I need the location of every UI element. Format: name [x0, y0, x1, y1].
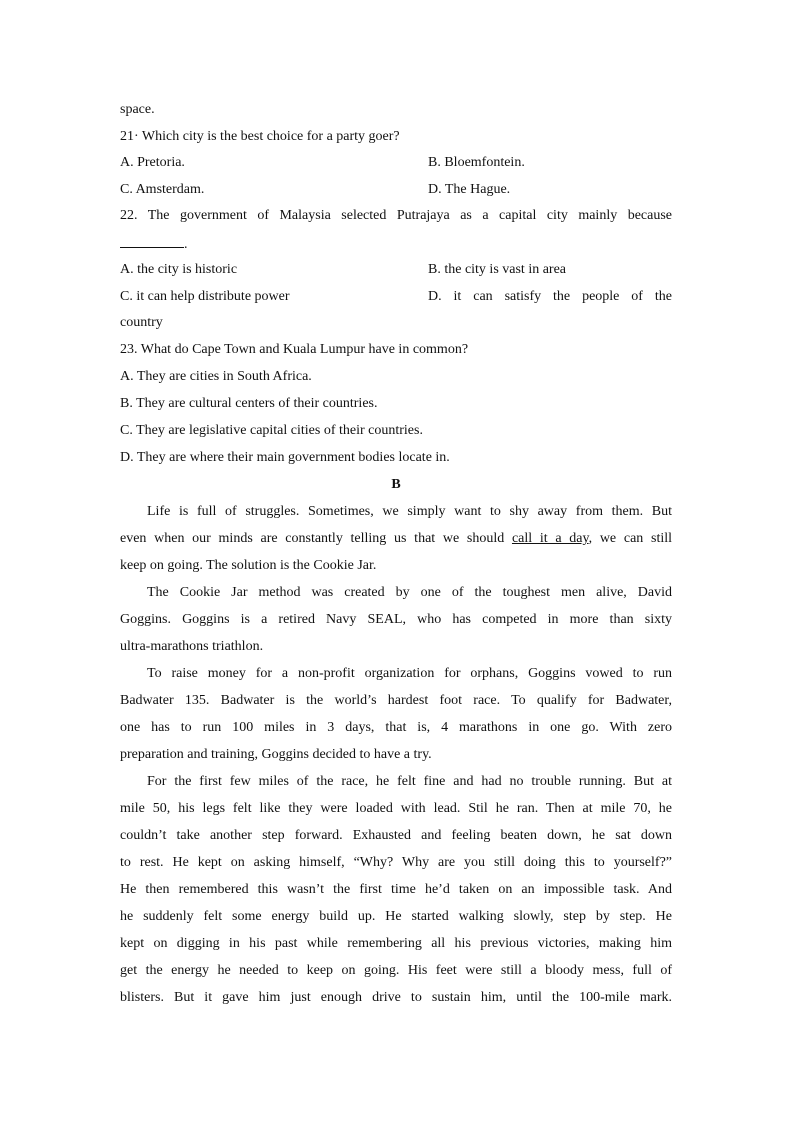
section-b-heading: B: [391, 477, 401, 492]
paragraph-4-line-6: he suddenly felt some energy build up. He started walking slowly, step by step. He: [120, 909, 672, 924]
paragraph-1-line-1: Life is full of struggles. Sometimes, we simply want to shy away from them. But: [147, 504, 672, 519]
question-21-option-b: B. Bloemfontein.: [428, 155, 525, 170]
question-22-option-c: C. it can help distribute power: [120, 289, 290, 304]
question-21-option-a: A. Pretoria.: [120, 155, 185, 170]
question-22-options-row1: [120, 260, 672, 280]
question-23-option-c: C. They are legislative capital cities of their countries.: [120, 423, 423, 438]
question-21-option-d: D. The Hague.: [428, 182, 511, 197]
question-21-stem: 21· Which city is the best choice for a party goer?: [120, 129, 400, 144]
question-21-options-row1: [120, 153, 672, 173]
question-23-stem: 23. What do Cape Town and Kuala Lumpur have in common?: [120, 342, 469, 357]
paragraph-4-line-7: kept on digging in his past while remembering all his previous victories, making him: [120, 936, 672, 951]
question-21-option-c: C. Amsterdam.: [120, 182, 205, 197]
question-22-options-row2: [120, 287, 672, 307]
paragraph-4-line-1: For the first few miles of the race, he felt fine and had no trouble running. But at: [147, 774, 672, 789]
question-22-blank-end: .: [184, 237, 188, 252]
question-22-blank-line: [120, 233, 672, 255]
paragraph-4-line-4: to rest. He kept on asking himself, “Why? Why are you still doing this to yourself?”: [120, 855, 672, 870]
paragraph-1-text: even when our minds are constantly telling us that we should: [120, 531, 512, 546]
question-23-option-a: A. They are cities in South Africa.: [120, 369, 312, 384]
underlined-phrase: call it a day: [511, 531, 589, 546]
section-a-tail: space.: [120, 102, 155, 117]
paragraph-2-line-2: Goggins. Goggins is a retired Navy SEAL, who has competed in more than sixty: [120, 612, 672, 627]
paragraph-2-line-1: The Cookie Jar method was created by one of the toughest men alive, David: [147, 585, 672, 600]
paragraph-1-line-3: keep on going. The solution is the Cookie Jar.: [120, 558, 377, 573]
answer-blank: [120, 233, 184, 248]
question-22-stem: 22. The government of Malaysia selected Putrajaya as a capital city mainly because: [120, 208, 672, 223]
question-22-option-a: A. the city is historic: [120, 262, 238, 277]
paragraph-4-line-8: get the energy he needed to keep on going. His feet were still a bloody mess, full of: [120, 963, 672, 978]
paragraph-3-line-4: preparation and training, Goggins decided to have a try.: [120, 747, 432, 762]
paragraph-4-line-2: mile 50, his legs felt like they were loaded with lead. Stil he ran. Then at mile 70, he: [120, 801, 672, 816]
question-22-option-b: B. the city is vast in area: [428, 262, 567, 277]
question-23-option-d: D. They are where their main government bodies locate in.: [120, 450, 450, 465]
paragraph-3-line-2: Badwater 135. Badwater is the world’s hardest foot race. To qualify for Badwater,: [120, 693, 672, 708]
paragraph-1-line-2: [120, 529, 672, 549]
paragraph-4-line-3: couldn’t take another step forward. Exhausted and feeling beaten down, he sat down: [120, 828, 672, 843]
paragraph-1-text: , we can still: [588, 531, 672, 546]
paragraph-4-line-5: He then remembered this wasn’t the first time he’d taken on an impossible task. And: [120, 882, 672, 897]
paragraph-3-line-1: To raise money for a non-profit organization for orphans, Goggins vowed to run: [147, 666, 672, 681]
question-21-options-row2: [120, 180, 672, 200]
question-23-option-b: B. They are cultural centers of their countries.: [120, 396, 378, 411]
paragraph-3-line-3: one has to run 100 miles in 3 days, that is, 4 marathons in one go. With zero: [120, 720, 672, 735]
paragraph-4-line-9: blisters. But it gave him just enough drive to sustain him, until the 100-mile mark.: [120, 990, 672, 1005]
question-22-option-d-continued: country: [120, 315, 163, 330]
paragraph-2-line-3: ultra-marathons triathlon.: [120, 639, 264, 654]
question-22-option-d: D. it can satisfy the people of the: [428, 289, 672, 304]
